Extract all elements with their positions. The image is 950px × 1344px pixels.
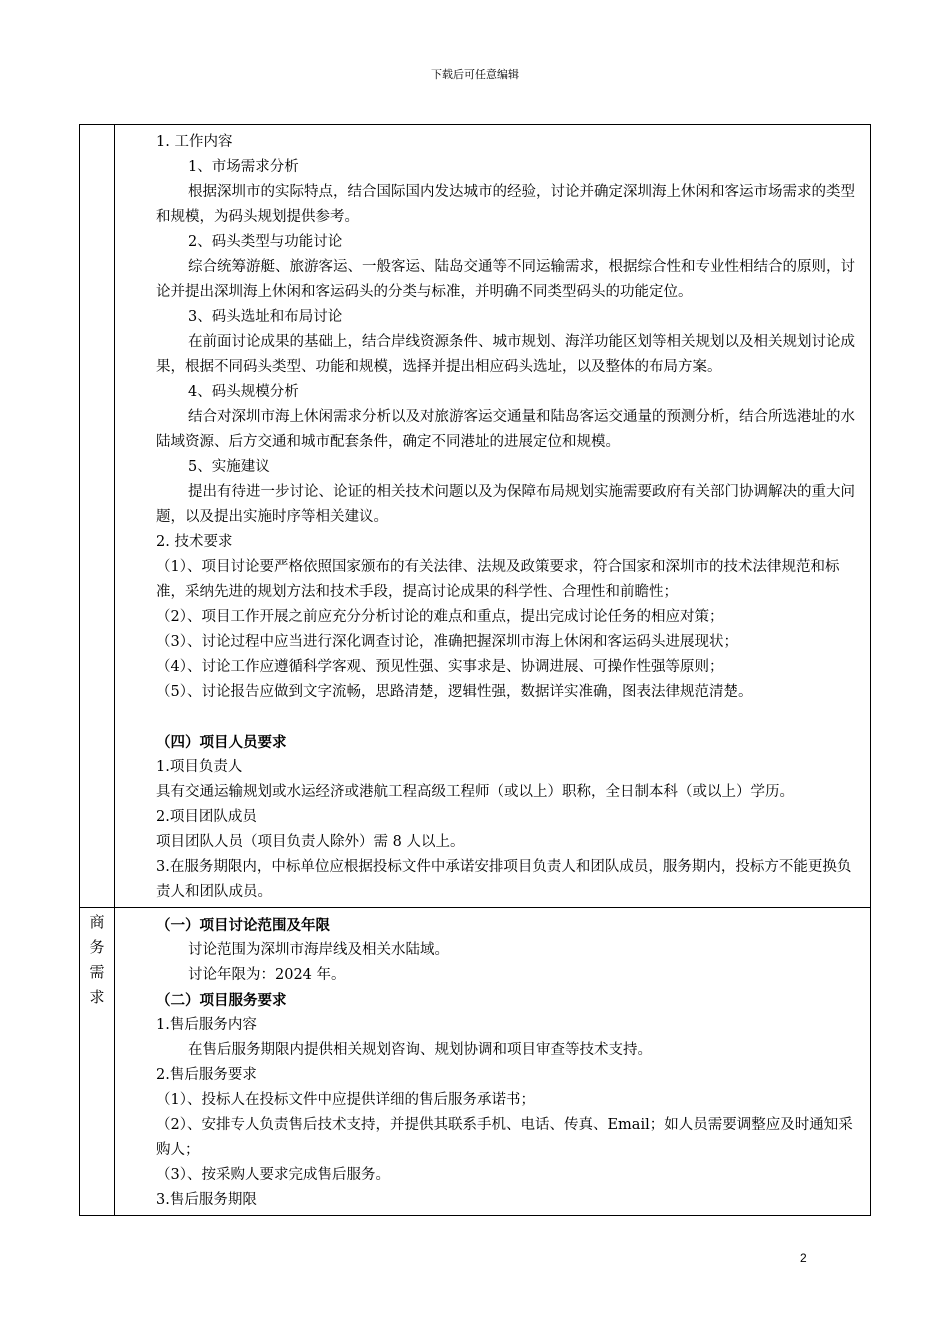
paragraph-line: 2. 技术要求 bbox=[156, 534, 233, 550]
technical-requirements-cell bbox=[115, 125, 871, 908]
side-cell-business bbox=[80, 908, 115, 1216]
side-label-char: 需 bbox=[89, 963, 105, 981]
business-requirements-cell bbox=[115, 908, 871, 1216]
paragraph-line: 在前面讨论成果的基础上，结合岸线资源条件、城市规划、海洋功能区划等相关规划以及相关规划讨论成果，根据不同码头类型、功能和规模，选择并提出相应码头选址，以及整体的布局方案。 bbox=[156, 334, 855, 375]
paragraph-line: 1、市场需求分析 bbox=[188, 159, 299, 175]
side-label-char: 务 bbox=[89, 938, 105, 956]
paragraph-line: 在售后服务期限内提供相关规划咨询、规划协调和项目审查等技术支持。 bbox=[188, 1042, 652, 1058]
paragraph-line: 根据深圳市的实际特点，结合国际国内发达城市的经验，讨论并确定深圳海上休闲和客运市场需求的类型和规模，为码头规划提供参考。 bbox=[156, 184, 855, 225]
paragraph-line: （1）、项目讨论要严格依照国家颁布的有关法律、法规及政策要求，符合国家和深圳市的技术法律规范和标准，采纳先进的规划方法和技术手段，提高讨论成果的科学性、合理性和前瞻性； bbox=[156, 559, 840, 600]
blank-line bbox=[156, 705, 862, 730]
page-number: 2 bbox=[800, 1251, 807, 1265]
paragraph-line: （二）项目服务要求 bbox=[156, 992, 287, 1009]
paragraph-line: 讨论范围为深圳市海岸线及相关水陆域。 bbox=[188, 942, 449, 958]
paragraph-line: 1.项目负责人 bbox=[156, 759, 243, 775]
paragraph-line: 结合对深圳市海上休闲需求分析以及对旅游客运交通量和陆岛客运交通量的预测分析，结合所选港址的水陆域资源、后方交通和城市配套条件，确定不同港址的进展定位和规模。 bbox=[156, 409, 855, 450]
paragraph-line: 1.售后服务内容 bbox=[156, 1017, 257, 1033]
paragraph-line: 5、实施建议 bbox=[188, 459, 270, 475]
paragraph-line: 1. 工作内容 bbox=[156, 134, 233, 150]
paragraph-line: 讨论年限为：2024 年。 bbox=[188, 967, 346, 983]
paragraph-line: （2）、安排专人负责售后技术支持，并提供其联系手机、电话、传真、Email；如人员需要调整应及时通知采购人； bbox=[156, 1117, 853, 1158]
paragraph-line: 3.在服务期限内，中标单位应根据投标文件中承诺安排项目负责人和团队成员，服务期内，投标方不能更换负责人和团队成员。 bbox=[156, 859, 852, 900]
side-cell-empty bbox=[80, 125, 115, 908]
paragraph-line: （一）项目讨论范围及年限 bbox=[156, 917, 330, 934]
paragraph-line: （4）、讨论工作应遵循科学客观、预见性强、实事求是、协调进展、可操作性强等原则； bbox=[156, 659, 724, 675]
paragraph-line: 2.售后服务要求 bbox=[156, 1067, 257, 1083]
paragraph-line: 2、码头类型与功能讨论 bbox=[188, 234, 343, 250]
paragraph-line: （3）、讨论过程中应当进行深化调查讨论，准确把握深圳市海上休闲和客运码头进展现状； bbox=[156, 634, 738, 650]
business-requirements-label bbox=[80, 908, 114, 1010]
paragraph-line: 项目团队人员（项目负责人除外）需 8 人以上。 bbox=[156, 834, 465, 850]
paragraph-line: （3）、按采购人要求完成售后服务。 bbox=[156, 1167, 390, 1183]
table-row bbox=[80, 125, 871, 908]
paragraph-line: 3.售后服务期限 bbox=[156, 1192, 257, 1208]
side-label-char: 商 bbox=[89, 913, 105, 931]
paragraph-line: （四）项目人员要求 bbox=[156, 734, 287, 751]
paragraph-line: （1）、投标人在投标文件中应提供详细的售后服务承诺书； bbox=[156, 1092, 535, 1108]
paragraph-line: （5）、讨论报告应做到文字流畅，思路清楚，逻辑性强，数据详实准确，图表法律规范清楚。 bbox=[156, 684, 753, 700]
paragraph-line: 4、码头规模分析 bbox=[188, 384, 299, 400]
table-row bbox=[80, 908, 871, 1216]
requirements-table bbox=[79, 124, 871, 1216]
paragraph-line: 综合统筹游艇、旅游客运、一般客运、陆岛交通等不同运输需求，根据综合性和专业性相结合的原则，讨论并提出深圳海上休闲和客运码头的分类与标准，并明确不同类型码头的功能定位。 bbox=[156, 259, 855, 300]
paragraph-line: 2.项目团队成员 bbox=[156, 809, 257, 825]
paragraph-line: （2）、项目工作开展之前应充分分析讨论的难点和重点，提出完成讨论任务的相应对策； bbox=[156, 609, 724, 625]
side-label-char: 求 bbox=[89, 988, 105, 1006]
paragraph-line: 具有交通运输规划或水运经济或港航工程高级工程师（或以上）职称，全日制本科（或以上）学历。 bbox=[156, 784, 794, 800]
paragraph-line: 提出有待进一步讨论、论证的相关技术问题以及为保障布局规划实施需要政府有关部门协调解决的重大问题，以及提出实施时序等相关建议。 bbox=[156, 484, 855, 525]
paragraph-line: 3、码头选址和布局讨论 bbox=[188, 309, 343, 325]
page-header: 下载后可任意编辑 bbox=[431, 68, 519, 81]
